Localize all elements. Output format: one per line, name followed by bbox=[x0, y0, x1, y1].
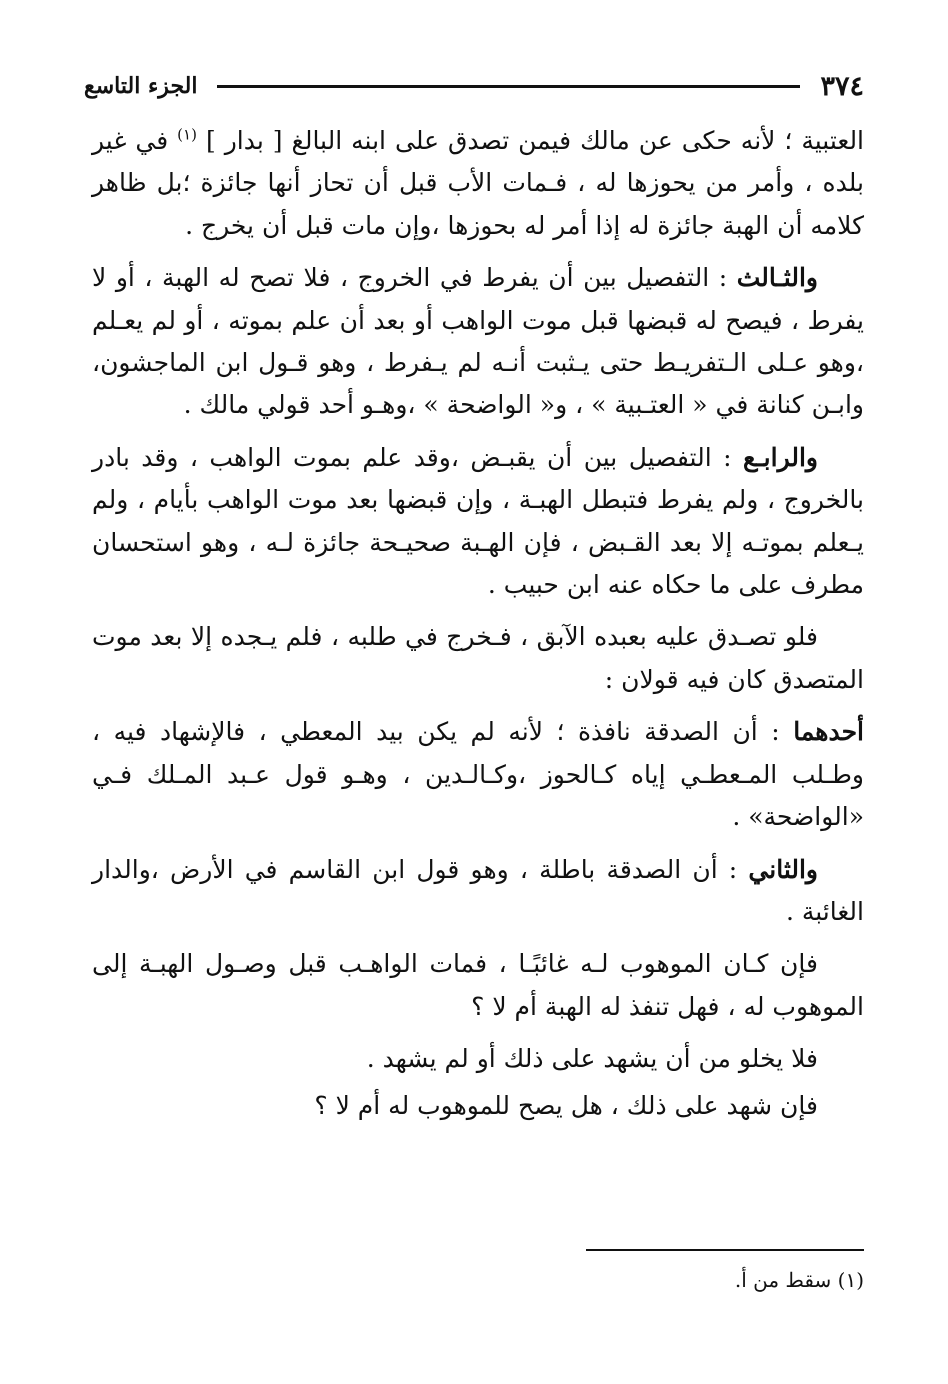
paragraph-4 bbox=[92, 616, 864, 701]
paragraph-lead: والثـالث bbox=[736, 263, 818, 293]
footnote-divider bbox=[586, 1249, 864, 1251]
paragraph-lead: أحدهما bbox=[793, 717, 864, 747]
paragraph-7 bbox=[92, 943, 864, 1028]
paragraph-text: العتبية ؛ لأنه حكى عن مالك فيمن تصدق على ابنه البالغ [ بدار ] bbox=[205, 126, 865, 155]
paragraph-text: : التفصيل بين أن يقبـض ،وقد علم بموت الواهب ، وقد بادر بالخروج ، ولم يفرط فتبطل الهبـة ، وإن قبضها بعد موت الواهب بأيام ، ولم يـعلم بموتـه إلا بعد القـبض ، فإن الهـبة صحيـحة جائزة لـه ، وهو استحسان مطرف على ما حكاه عنه ابن حبيب . bbox=[92, 442, 864, 600]
paragraph-1 bbox=[92, 120, 864, 247]
paragraph-text: : أن الصدقة باطلة ، وهو قول ابن القاسم في الأرض ،والدار الغائبة . bbox=[92, 854, 864, 926]
paragraph-2 bbox=[92, 257, 864, 427]
paragraph-text: فإن كـان الموهوب لـه غائبًـا ، فمات الواهـب قبل وصـول الهبـة إلى الموهوب له ، فهل تنفذ له الهبة أم لا ؟ bbox=[92, 949, 864, 1021]
paragraph-text: في غير بلده ، وأمر من يحوزها له ، فـمات الأب قبل أن تحاز أنها جائزة ؛بل ظاهر كلامه أن الهبة جائزة له إذا أمر له بحوزها ،وإن مات قبل أن يخرج . bbox=[92, 126, 864, 240]
paragraph-3 bbox=[92, 437, 864, 607]
paragraph-8 bbox=[92, 1038, 864, 1080]
paragraph-5 bbox=[92, 711, 864, 838]
header-rule bbox=[217, 85, 800, 88]
paragraph-text: فلا يخلو من أن يشهد على ذلك أو لم يشهد . bbox=[366, 1044, 818, 1074]
paragraph-text: : التفصيل بين أن يفرط في الخروج ، فلا تصح له الهبة ، أو لا يفرط ، فيصح له قبضها قبل موت الواهب أو بعد أن علم بموته ، أو لم يعـلم ،وهو عـلى الـتفريـط حتى يـثبت أنـه لم يـفرط ، وهو قـول ابن الماجشون، وابـن كنانة في « العتـبية » ، و« الواضحة » ،وهـو أحد قولي مالك . bbox=[92, 263, 864, 420]
paragraph-9 bbox=[92, 1085, 864, 1127]
paragraph-text: : أن الصدقة نافذة ؛ لأنه لم يكن بيد المعطي ، فالإشهاد فيه ، وطـلب المـعطـي إياه كـالحوز ،وكـالـدين ، وهـو قول عـبد المـلك فـي «الواضحة» . bbox=[92, 717, 864, 832]
paragraph-text: فلو تصـدق عليه بعبده الآبق ، فـخرج في طلبه ، فلم يـجده إلا بعد موت المتصدق كان فيه قولان : bbox=[92, 622, 864, 694]
page-number: ٣٧٤ bbox=[820, 70, 864, 102]
main-text bbox=[92, 120, 864, 1131]
paragraph-lead: والثاني bbox=[748, 854, 818, 884]
paragraph-text: فإن شهد على ذلك ، هل يصح للموهوب له أم لا ؟ bbox=[314, 1090, 818, 1120]
page-header bbox=[84, 66, 864, 106]
part-label: الجزء التاسع bbox=[84, 73, 198, 99]
footnote-reference: (١) bbox=[177, 125, 197, 144]
footnote: (١) سقط من أ. bbox=[734, 1268, 864, 1292]
paragraph-lead: والرابـع bbox=[743, 442, 818, 472]
paragraph-6 bbox=[92, 849, 864, 934]
